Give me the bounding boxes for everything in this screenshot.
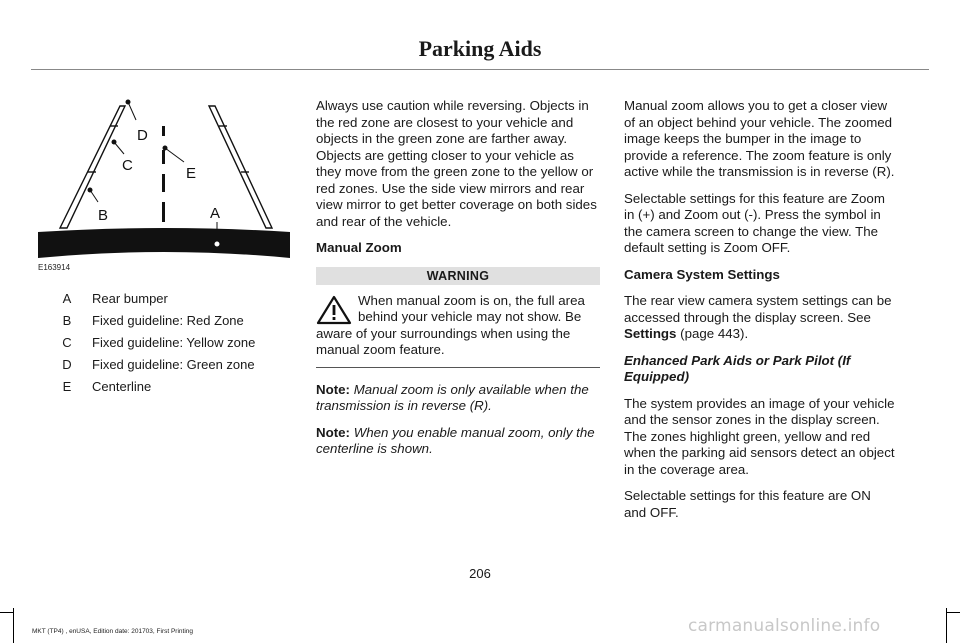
paragraph: Manual zoom allows you to get a closer view of an object behind your vehicle. The zoomed image keeps the bumper in the image to provide a reference. The zoom feature is only active while the transmission is in reverse (R).: [624, 98, 895, 179]
legend-key: E: [62, 379, 72, 394]
centerline-dash: [162, 202, 165, 222]
page-number: 206: [469, 566, 491, 581]
settings-link[interactable]: Settings: [624, 326, 677, 341]
note-paragraph: [316, 382, 600, 415]
legend-row: [40, 332, 290, 354]
intro-paragraph: Always use caution while reversing. Objects in the red zone are closest to your vehicle and objects in the green zone are farther away. Objects are getting closer to your vehicle as they move from the green zone to the yellow or red zones. Use the side view mirrors and rear view mirror to get better coverage on both sides and rear of the vehicle.: [316, 98, 597, 229]
crop-mark: [13, 608, 14, 643]
crop-mark: [947, 612, 960, 613]
column-three: [624, 98, 896, 531]
page-title: Parking Aids: [418, 36, 542, 61]
note-text: Manual zoom is only available when the transmission is in reverse (R).: [316, 381, 589, 413]
note-text: When you enable manual zoom, only the centerline is shown.: [316, 424, 595, 456]
figure-legend: [40, 288, 290, 398]
legend-row: [40, 310, 290, 332]
warning-triangle-icon: [316, 295, 352, 325]
callout-e: E: [186, 165, 197, 182]
rear-bumper: [38, 228, 290, 258]
warning-text: When manual zoom is on, the full area behind your vehicle may not show. Be aware of your surroundings when using the manual zoom feature.: [316, 292, 585, 357]
note-paragraph: [316, 425, 600, 458]
centerline-dash: [162, 174, 165, 192]
paragraph: The system provides an image of your vehicle and the sensor zones in the display screen. The zones highlight green, yellow and red when the parking aid sensors detect an object in the coverage area.: [624, 395, 895, 477]
paragraph: Selectable settings for this feature are Zoom in (+) and Zoom out (-). Press the symbol in the camera screen to change the view. The default setting is Zoom OFF.: [624, 190, 885, 255]
callout-d: D: [137, 127, 148, 144]
callout-a: A: [210, 205, 221, 222]
legend-key: D: [62, 357, 72, 372]
legend-key: C: [62, 335, 72, 350]
camera-settings-heading: Camera System Settings: [624, 266, 780, 282]
centerline-dash: [162, 126, 165, 136]
left-guideline: [60, 106, 125, 228]
callout-c: C: [122, 157, 133, 174]
legend-text: Fixed guideline: Yellow zone: [92, 335, 256, 350]
legend-key: B: [62, 313, 72, 328]
legend-row: [40, 354, 290, 376]
footer-edition: MKT (TP4) , enUSA, Edition date: 201703, First Printing: [32, 628, 194, 635]
warning-box: [316, 267, 600, 368]
warning-body: [316, 285, 600, 368]
legend-text: Fixed guideline: Red Zone: [92, 313, 244, 328]
enhanced-park-aids-heading: Enhanced Park Aids or Park Pilot (If Equipped): [624, 352, 851, 384]
crop-mark: [946, 608, 947, 643]
camera-guideline-figure: [36, 92, 292, 274]
manual-zoom-heading: Manual Zoom: [316, 240, 402, 255]
figure-id: E163914: [38, 263, 71, 272]
paragraph: Selectable settings for this feature are ON and OFF.: [624, 488, 871, 520]
column-two: [316, 98, 600, 468]
crop-mark: [0, 612, 13, 613]
callout-b: B: [98, 207, 109, 224]
legend-text: Rear bumper: [92, 291, 168, 306]
legend-row: [40, 288, 290, 310]
paragraph: [624, 293, 896, 343]
legend-key: A: [62, 291, 72, 306]
text-span: (page 443).: [676, 326, 749, 341]
legend-row: [40, 376, 290, 398]
text-span: The rear view camera system settings can be accessed through the display screen. See: [624, 293, 892, 325]
legend-text: Centerline: [92, 379, 152, 394]
watermark: carmanualsonline.info: [688, 616, 881, 636]
warning-label: WARNING: [316, 267, 600, 285]
note-label: Note:: [316, 424, 350, 440]
note-label: Note:: [316, 381, 350, 397]
centerline-dash: [162, 150, 165, 164]
header-rule: [31, 69, 929, 70]
warning-rule: [316, 367, 600, 368]
legend-text: Fixed guideline: Green zone: [92, 357, 255, 372]
